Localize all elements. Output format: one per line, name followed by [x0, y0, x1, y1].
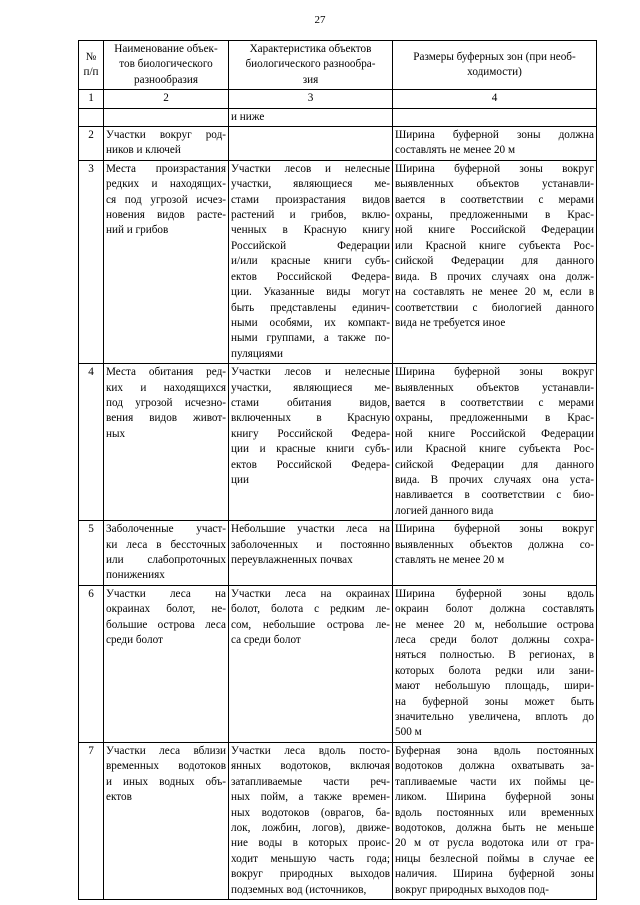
cell-line: водотоков должна охватывать за- — [395, 760, 594, 773]
cell-line: вается в соответствии с мерами — [395, 193, 594, 206]
cell-line: зия — [302, 73, 319, 86]
column-number: 3 — [229, 90, 393, 108]
empty-cell — [79, 108, 104, 126]
cell-line: подземных вод (источников, — [231, 883, 367, 896]
characteristic-cell — [229, 160, 393, 363]
table-header-row — [79, 41, 597, 90]
cell-line: новения видов расте- — [106, 209, 226, 222]
cell-line: 500 м — [395, 726, 422, 739]
cell-line: разнообразия — [134, 73, 198, 86]
cell-line: Участки леса на — [106, 587, 226, 600]
cell-line: Российской Федерации — [231, 239, 390, 252]
cell-line: Ширина буферной зоны вдоль — [395, 587, 594, 600]
column-number: 2 — [104, 90, 229, 108]
cell-line: пуляциями — [231, 347, 284, 360]
cell-line: лок, ложбин, логов), движе- — [231, 821, 390, 834]
row-number: 5 — [79, 521, 104, 586]
cell-line: ными особями, их компакт- — [231, 316, 390, 329]
cell-line: выявленных объектов устанавли- — [395, 381, 594, 394]
object-name-cell — [104, 160, 229, 363]
cell-line: наличия. Ширина буферной зоны — [395, 868, 594, 881]
cell-line: мают небольшую площадь, шири- — [395, 680, 594, 693]
table-row — [79, 127, 597, 161]
cell-line: выявленных объектов устанавли- — [395, 178, 594, 191]
object-name-cell — [104, 127, 229, 161]
cell-line: вида. В прочих случаях она долж- — [395, 270, 594, 283]
cell-line: соответствии с биологией данного — [395, 301, 594, 314]
cell-line: ектов Российской Федера- — [231, 458, 390, 471]
cell-line: ницы безлесной поймы в случае ее — [395, 852, 594, 865]
cell-line: ектов Российской Федера- — [231, 270, 390, 283]
cell-line: большие острова леса — [106, 618, 226, 631]
cell-line: сийской Федерации для данного — [395, 255, 594, 268]
empty-cell — [393, 108, 597, 126]
cell-line: вокруг природных выходов — [231, 868, 390, 881]
cell-line: включенных в Красную — [231, 412, 390, 425]
cell-line: стами произрастания видов — [231, 193, 390, 206]
cell-line: Участки лесов и нелесные — [231, 162, 390, 175]
column-number: 1 — [79, 90, 104, 108]
cell-line: или Красной книге субъекта Рос- — [395, 239, 594, 252]
cell-line: вокруг природных выходов под- — [395, 883, 549, 896]
cell-line: ных водотоков (оврагов, ба- — [231, 806, 390, 819]
buffer-size-cell — [393, 364, 597, 521]
cell-line: Участки леса вдоль посто- — [231, 744, 390, 757]
cell-line: ции и красные книги субъ- — [231, 443, 390, 456]
buffer-size-cell — [393, 127, 597, 161]
cell-line: понижениях — [106, 569, 165, 582]
cell-line: редких и находящих- — [106, 178, 226, 191]
table-row — [79, 364, 597, 521]
buffer-size-cell — [393, 521, 597, 586]
cell-line: 20 м от русла водотока или от гра- — [395, 837, 594, 850]
cell-line: ных пойм, а также времен- — [231, 791, 390, 804]
page-number: 27 — [314, 14, 326, 26]
cell-line: заболоченных и постоянно — [231, 538, 390, 551]
column-numbers-row — [79, 90, 597, 108]
characteristic-cell — [229, 521, 393, 586]
continuation-row — [79, 108, 597, 126]
cell-line: ных — [106, 427, 126, 440]
cell-line: быть представлены единич- — [231, 301, 390, 314]
cell-line: или Красной книге субъекта Рос- — [395, 443, 594, 456]
cell-line: п/п — [83, 66, 99, 79]
cell-line: ние воды в которых проис- — [231, 837, 390, 850]
cell-line: Участки лесов и нелесные — [231, 366, 390, 379]
header-buffer-size — [393, 41, 597, 90]
row-number: 4 — [79, 364, 104, 521]
cell-line: Небольшие участки леса на — [231, 523, 390, 536]
cell-line: ной книге Российской Федерации — [395, 224, 594, 237]
cell-line: № — [85, 50, 97, 63]
cell-line: затапливаемые части реч- — [231, 775, 390, 788]
cell-line: растений и грибов, вклю- — [231, 209, 390, 222]
cell-line: Характеристика объектов — [249, 43, 372, 55]
cell-line: ектов — [106, 791, 132, 804]
row-number: 2 — [79, 127, 104, 161]
cell-line: Ширина буферной зоны вокруг — [395, 523, 594, 536]
cell-line: составлять не менее 20 м — [395, 144, 516, 157]
cell-line: ции. Указанные виды могут — [231, 286, 390, 299]
characteristic-cell — [229, 585, 393, 742]
cell-line: книгу Российской Федера- — [231, 427, 390, 440]
header-number — [79, 41, 104, 90]
cell-line: участки, являющиеся ме- — [231, 381, 390, 394]
cell-line: среди болот — [106, 634, 163, 647]
cell-line: Размеры буферных зон (при необ- — [413, 50, 576, 63]
cell-line: ний и грибов — [106, 224, 169, 237]
cell-line: ставлять не менее 20 м — [395, 554, 505, 566]
cell-line: водотоков, должна быть не меньше — [395, 821, 594, 834]
cell-line: тов биологического — [119, 58, 213, 71]
object-name-cell — [104, 742, 229, 899]
cell-line: переувлажненных почвах — [231, 554, 353, 566]
row-number: 3 — [79, 160, 104, 363]
cell-line: ходит меньшую часть года; — [231, 852, 390, 865]
cell-line: Места обитания ред- — [106, 366, 226, 379]
characteristic-cell — [229, 364, 393, 521]
cell-line: ными группами, а также по- — [231, 332, 390, 345]
object-name-cell — [104, 585, 229, 742]
cell-line: охраны, предложенными в Крас- — [395, 209, 594, 222]
cell-line: вида. В прочих случаях она уста- — [395, 473, 594, 486]
cell-line: Ширина буферной зоны должна — [395, 129, 594, 142]
cell-line: леса среди болот должны сохра- — [395, 634, 594, 647]
cell-line: Места произрастания — [106, 162, 226, 175]
row-number: 7 — [79, 742, 104, 899]
cell-line: на буферной зоны может быть — [395, 695, 594, 708]
cell-line: под угрозой исчезно- — [106, 396, 226, 409]
cell-line: стами обитания видов, — [231, 396, 390, 409]
cell-line: охраны, предложенными в Крас- — [395, 412, 594, 425]
cell-line: не менее 20 м, небольшие острова — [395, 618, 594, 631]
cell-line: ликом. Ширина буферной зоны — [395, 791, 594, 804]
object-name-cell — [104, 521, 229, 586]
cell-line: окраинах болот, не- — [106, 603, 226, 616]
cell-line: няться полностью. В регионах, в — [395, 649, 594, 662]
cell-line: которых болота редки или зани- — [395, 664, 594, 677]
cell-line: вдоль постоянных или временных — [395, 806, 594, 819]
empty-cell — [104, 108, 229, 126]
object-name-cell — [104, 364, 229, 521]
cell-line: Участки леса вблизи — [106, 744, 226, 757]
buffer-size-cell — [393, 742, 597, 899]
cell-line: Участки вокруг род- — [106, 129, 226, 142]
cell-line: ки леса в бессточных — [106, 538, 226, 551]
cell-line: биологического разнообра- — [245, 58, 376, 71]
cell-line: и иных водных объ- — [106, 775, 226, 788]
buffer-size-cell — [393, 585, 597, 742]
cell-line: сом, небольшие острова ле- — [231, 618, 390, 631]
cell-line: Буферная зона вдоль постоянных — [395, 744, 594, 757]
cell-line: или слабопроточных — [106, 554, 226, 566]
cell-line: вения видов живот- — [106, 412, 226, 425]
table-row — [79, 160, 597, 363]
cell-line: болот, болота с редким ле- — [231, 603, 390, 616]
cell-line: Участки леса на окраинах — [231, 587, 390, 600]
cell-line: ной книге Российской Федерации — [395, 427, 594, 440]
cell-line: са среди болот — [231, 634, 301, 647]
header-object-name — [104, 41, 229, 90]
cell-line: Заболоченные участ- — [106, 523, 226, 536]
cell-line: и/или красные книги субъ- — [231, 255, 390, 268]
cell-line: ников и ключей — [106, 144, 181, 157]
characteristic-cell — [229, 127, 393, 161]
cell-line: ходимости) — [467, 66, 522, 79]
cell-line: окраин болот должна составлять — [395, 603, 594, 616]
cell-line: ких и находящихся — [106, 381, 226, 394]
biodiversity-buffer-table — [78, 40, 597, 900]
cell-line: навливается в соответствии с био- — [395, 489, 594, 502]
continuation-text: и ниже — [229, 108, 393, 126]
cell-line: ся под угрозой исчез- — [106, 193, 226, 206]
cell-line: значительно увеличена, вплоть до — [395, 711, 594, 724]
characteristic-cell — [229, 742, 393, 899]
cell-line: Ширина буферной зоны вокруг — [395, 162, 594, 175]
row-number: 6 — [79, 585, 104, 742]
cell-line: Наименование объек- — [114, 43, 218, 55]
cell-line: на составлять не менее 20 м, если в — [395, 286, 594, 299]
column-number: 4 — [393, 90, 597, 108]
cell-line: ции — [231, 473, 249, 486]
cell-line: участки, являющиеся ме- — [231, 178, 390, 191]
cell-line: Ширина буферной зоны вокруг — [395, 366, 594, 379]
header-characteristic — [229, 41, 393, 90]
cell-line: тапливаемые части их поймы це- — [395, 775, 594, 788]
cell-line: временных водотоков — [106, 760, 226, 773]
buffer-size-cell — [393, 160, 597, 363]
cell-line: выявленных объектов должна со- — [395, 538, 594, 551]
cell-line: ченных в Красную книгу — [231, 224, 390, 237]
cell-line: вается в соответствии с мерами — [395, 396, 594, 409]
table-row — [79, 742, 597, 899]
cell-line: сийской Федерации для данного — [395, 458, 594, 471]
table-row — [79, 521, 597, 586]
cell-line: вида не требуется иное — [395, 316, 506, 329]
cell-line: логией данного вида — [395, 504, 494, 517]
cell-line: янных водотоков, включая — [231, 760, 390, 773]
table-row — [79, 585, 597, 742]
